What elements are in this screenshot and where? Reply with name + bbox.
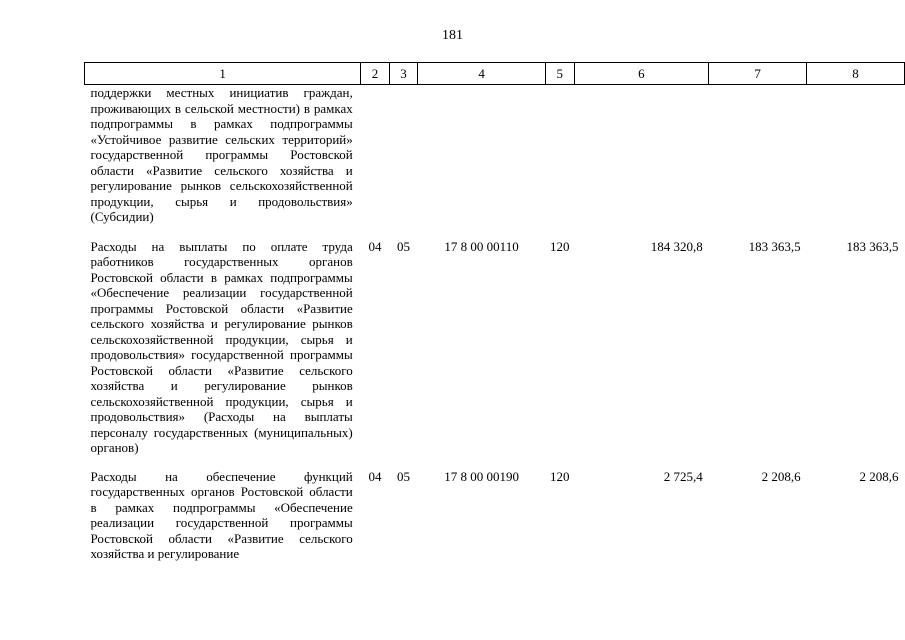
row-subsection: 05 — [396, 468, 410, 484]
header-row — [85, 63, 905, 85]
row-target-item: 17 8 00 00110 — [444, 238, 519, 254]
page-number: 181 — [442, 28, 463, 43]
header-col-6: 6 — [574, 63, 709, 85]
row-amount-year-3 — [807, 85, 905, 233]
row-amount-year-1: 2 725,4 — [663, 468, 703, 484]
row-subsection: 05 — [396, 238, 410, 254]
header-col-4: 4 — [418, 63, 546, 85]
row-subsection — [389, 85, 417, 233]
row-section: 04 — [368, 238, 382, 254]
row-target-item — [418, 85, 546, 233]
header-col-7: 7 — [709, 63, 807, 85]
row-name: поддержки местных инициатив граждан, проживающих в сельской местности) в рамках подпрограммы в рамках подпрограммы «Устойчивое развитие сельских территорий» государственной программы Ростовской области «Развитие сельского хозяйства и регулирование рынков сельскохозяйственной продукции, сырья и продовольствия» (Субсидии) — [90, 85, 353, 224]
table-row — [85, 233, 905, 463]
row-target-item: 17 8 00 00190 — [444, 468, 519, 484]
header-col-3: 3 — [389, 63, 417, 85]
row-expense-type: 120 — [550, 468, 570, 484]
row-name: Расходы на выплаты по оплате труда работников государственных органов Ростовской области в рамках подпрограммы «Обеспечение реализации государственной программы Ростовской области «Развитие сельского хозяйства и регулирование рынков сельскохозяйственной продукции, сырья и продовольствия» государственной программы Ростовской области «Развитие сельского хозяйства и регулирование рынков сельскохозяйственной продукции, сырья и продовольствия» (Расходы на выплаты персоналу государственных (муниципальных) органов) — [90, 238, 353, 455]
row-amount-year-1: 184 320,8 — [650, 238, 703, 254]
row-amount-year-2: 183 363,5 — [748, 238, 801, 254]
row-section: 04 — [368, 468, 382, 484]
table-row — [85, 85, 905, 233]
header-col-8: 8 — [807, 63, 905, 85]
row-amount-year-2 — [709, 85, 807, 233]
row-amount-year-1 — [574, 85, 709, 233]
row-expense-type: 120 — [550, 238, 570, 254]
table-row — [85, 463, 905, 569]
row-expense-type — [545, 85, 574, 233]
header-col-2: 2 — [361, 63, 389, 85]
row-amount-year-3: 183 363,5 — [846, 238, 899, 254]
row-amount-year-2: 2 208,6 — [761, 468, 801, 484]
row-section — [361, 85, 389, 233]
row-amount-year-3: 2 208,6 — [859, 468, 899, 484]
row-name: Расходы на обеспечение функций государственных органов Ростовской области в рамках подпрограммы «Обеспечение реализации государственной программы Ростовской области «Развитие сельского хозяйства и регулирование — [90, 468, 353, 561]
header-col-1: 1 — [85, 63, 361, 85]
budget-table — [84, 62, 905, 569]
header-col-5: 5 — [545, 63, 574, 85]
